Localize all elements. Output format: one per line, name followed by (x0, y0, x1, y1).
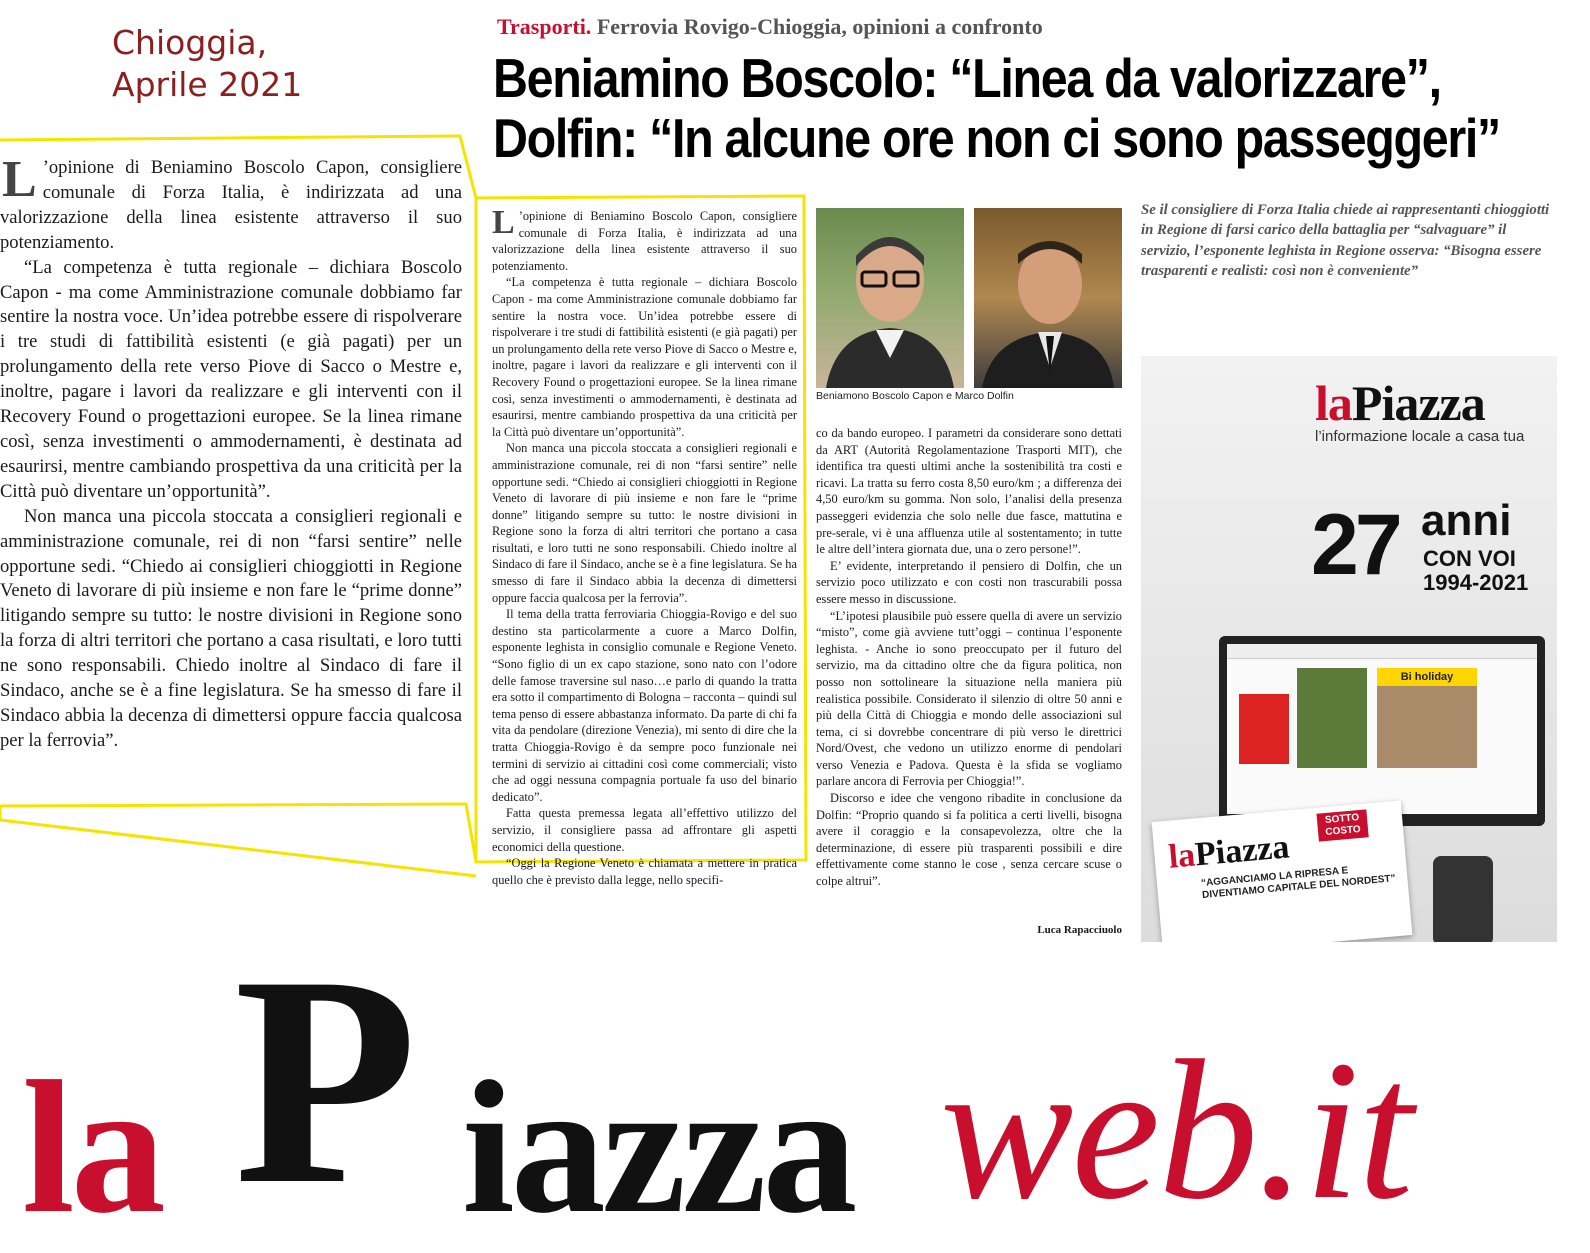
dateline-city: Chioggia, (112, 23, 268, 62)
ad-newspaper-logo-la: la (1167, 836, 1197, 876)
ad-years-number: 27 (1311, 497, 1399, 593)
ad-newspaper-sotto-costo: SOTTO COSTO (1316, 809, 1368, 841)
ad-logo (1315, 374, 1485, 432)
ad-logo-piazza: Piazza (1351, 375, 1485, 431)
kicker-section: Trasporti. (497, 14, 592, 39)
ad-screen-image-1 (1297, 668, 1367, 768)
col1-dropcap: L (492, 204, 515, 241)
advertisement (1141, 356, 1557, 942)
brand-P: P (234, 914, 418, 1246)
ad-screen (1227, 644, 1537, 814)
photo-boscolo (816, 208, 964, 388)
col1-paragraph-2: “La competenza è tutta regionale – dichiara Boscolo Capon - ma come Amministrazione comunale dobbiamo far sentire la nostra voce. Un’idea potrebbe essere di rispolverare i tre studi di fattibilità esistenti (e già pagati) per un prolungamento della rete verso Piove di Sacco o Mestre e, inoltre, pagare i lavori da realizzare e gli interventi con il Recovery Found o progettazioni europee. Se la linea rimane così, senza investimenti o ammodernamenti, è destinata ad esaurirsi, mentre cambiando prospettiva da una criticità per la Città può diventare un’opportunità”. (492, 275, 797, 439)
ad-years-word: anni (1421, 496, 1512, 545)
ad-screen-banner: Bi holiday (1377, 668, 1477, 686)
ad-tagline: l’informazione locale a casa tua (1315, 428, 1525, 445)
dateline-date: Aprile 2021 (112, 65, 303, 104)
ad-con-voi: CON VOI (1423, 546, 1516, 571)
col1-paragraph-4: Il tema della tratta ferroviaria Chioggia-Rovigo e del suo destino sta particolarmente a cuore a Marco Dolfin, esponente leghista in consiglio comunale e Regione Veneto. “Sono figlio di un ex capo stazione, sono nato con l’odore delle famose traversine sul naso…e parlo di quando la tratta era sotto il compartimento di Bologna – racconta – quindi sul tema penso di essere abbastanza informato. Da parte di chi fa vita da pendolare (direzione Venezia), mi sento di dire che la tratta Chioggia-Rovigo è da sempre poco funzionale nei termini di servizio ai cittadini così come commerciali; visto che ad oggi nessuna compagnia portuale fa uso del binario dedicato”. (492, 607, 797, 804)
col1-paragraph-1-text: ’opinione di Beniamino Boscolo Capon, consigliere comunale di Forza Italia, è indirizzata ad una valorizzazione della linea esistente attraverso il suo potenziamento. (492, 209, 797, 273)
portrait-dolfin-icon (974, 208, 1122, 388)
ad-year-range: 1994-2021 (1423, 570, 1529, 595)
ad-logo-la: la (1315, 375, 1352, 431)
col1-paragraph-6: “Oggi la Regione Veneto è chiamata a mettere in pratica quello che è previsto dalla legge, nello specifi- (492, 856, 797, 887)
kicker-subtitle: Ferrovia Rovigo-Chioggia, opinioni a confronto (596, 14, 1043, 39)
ad-newspaper-logo-piazza: Piazza (1193, 828, 1291, 874)
zoom-paragraph-2: “La competenza è tutta regionale – dichiara Boscolo Capon - ma come Amministrazione comunale dobbiamo far sentire la nostra voce. Un’idea potrebbe essere di rispolverare i tre studi di fattibilità esistenti (e già pagati) per un prolungamento della rete verso Piove di Sacco o Mestre e, inoltre, pagare i lavori da realizzare e gli interventi con il Recovery Found o progettazioni europee. Se la linea rimane così, senza investimenti o ammodernamenti, è destinata ad esaurirsi, mentre cambiando prospettiva da una criticità per la Città può diventare un’opportunità”. (0, 256, 462, 502)
zoom-dropcap: L (2, 151, 37, 208)
col2-paragraph-4: Discorso e idee che vengono ribadite in conclusione da Dolfin: “Proprio quando si fa politica a certi livelli, bisogna avere il coraggio e la consapevolezza, oltre che la determinazione, di essere più trasparenti possibili e dire effettivamente come stanno le cose , senza cercare scuse o colpe altrui”. (816, 791, 1122, 889)
col2-paragraph-2: E’ evidente, interpretando il pensiero di Dolfin, che un servizio poco utilizzato e con costi non trascurabili possa essere messo in discussione. (816, 558, 1122, 606)
byline: Luca Rapacciuolo (1037, 924, 1122, 936)
ad-monitor-icon (1219, 636, 1545, 826)
col1-paragraph-1 (492, 204, 797, 274)
ad-newspaper (1152, 800, 1413, 942)
sidebar-quote: Se il consigliere di Forza Italia chiede ai rappresentanti chioggiotti in Regione di farsi carico della battaglia per “salvaguare” il servizio, l’esponente leghista in Regione osserva: “Bisogna essere trasparenti e realisti: così non è conveniente” (1141, 202, 1550, 279)
highlight-connector (0, 136, 476, 876)
col2-paragraph-3: “L’ipotesi plausibile può essere quella di avere un servizio “misto”, come già avviene tutt’oggi – continua l’esponente leghista. - Anche io sono preoccupato per il futuro del servizio, ma da cittadino oltre che da figura politica, non posso non sottolineare la situazione nella maniera più realistica possibile. Considerato il silenzio di oltre 50 anni e più della Città di Chioggia e mondo delle associazioni sul tema, ci si dovrebbe concentrare di più verso le direttrici Nord/Ovest, che vedono un utilizzo enorme di pendolari verso Venezia e Padova. Questa è la sfida se vogliamo parlare ancora di Ferrovia per Chioggia!”. (816, 608, 1122, 789)
col1-paragraph-3: Non manca una piccola stoccata a consiglieri regionali e amministrazione comunale, rei di non “farsi sentire” nelle opportune sedi. “Chiedo ai consiglieri chioggiotti in Regione Veneto di lavorare di più insieme e non fare le “prime donne” litigando sempre su tutto: le nostre divisioni in Regione sono la forza di altri territori che portano a casa risultati, e loro tutti ne sono responsabili. Chiedo inoltre al Sindaco di fare il Sindaco, anche se è a fine legislatura. Se ha smesso di fare il Sindaco abbia la decenza di dimettersi oppure faccia qualcosa per la ferrovia”. (492, 441, 797, 605)
article-column-2 (816, 425, 1122, 890)
brand-web-it: web.it (940, 1020, 1412, 1241)
headline-line-2: Dolfin: “In alcune ore non ci sono passeggeri” (493, 107, 1500, 169)
ad-newspaper-headline: “AGGANCIAMO LA RIPRESA E DIVENTIAMO CAPITALE DEL NORDEST” (1200, 865, 1397, 902)
brand-la: la (22, 1043, 162, 1253)
col2-paragraph-1: co da bando europeo. I parametri da considerare sono dettati da ART (Autorità Regolamentazione Trasporti MIT), che identifica tra questi ultimi anche la sostenibilità tra costi e ricavi. La tratta su ferro costa 8,50 euro/km ; a differenza dei 4,50 euro/km su gomma. Non solo, l’analisi della presenza passeggeri evidenzia che solo nelle due fasce, mattutina e pre-serale, vi è una affluenza utile al sostentamento; in tutte le altre dell’intera giornata due, una o zero persone!”. (816, 426, 1122, 557)
portrait-boscolo-icon (816, 208, 964, 388)
ad-phone-icon (1433, 856, 1493, 942)
col1-paragraph-5: Fatta questa premessa legata all’effettivo utilizzo del servizio, il consigliere passa ad affrontare gli aspetti economici della questione. (492, 806, 797, 854)
headline-line-1: Beniamino Boscolo: “Linea da valorizzare”, (493, 47, 1441, 109)
ad-newspaper-logo (1167, 828, 1291, 876)
photo-caption: Beniamono Boscolo Capon e Marco Dolfin (816, 390, 1014, 402)
brand-iazza: iazza (462, 1043, 854, 1253)
ad-screen-bar (1227, 644, 1537, 659)
zoom-paragraph-1-text: ’opinione di Beniamino Boscolo Capon, consigliere comunale di Forza Italia, è indirizzata ad una valorizzazione della linea esistente attraverso il suo potenziamento. (0, 157, 462, 253)
ad-screen-red-block (1239, 694, 1289, 764)
article-column-1 (492, 204, 797, 888)
photo-dolfin (974, 208, 1122, 388)
zoom-paragraph-3: Non manca una piccola stoccata a consiglieri regionali e amministrazione comunale, rei di non “farsi sentire” nelle opportune sedi. “Chiedo ai consiglieri chioggiotti in Regione Veneto di lavorare di più insieme e non fare le “prime donne” litigando sempre su tutto: le nostre divisioni in Regione sono la forza di altri territori che portano a casa risultati, e loro tutti ne sono responsabili. Chiedo inoltre al Sindaco di fare il Sindaco, anche se è a fine legislatura. Se ha smesso di fare il Sindaco abbia la decenza di dimettersi oppure faccia qualcosa per la ferrovia”. (0, 505, 462, 751)
